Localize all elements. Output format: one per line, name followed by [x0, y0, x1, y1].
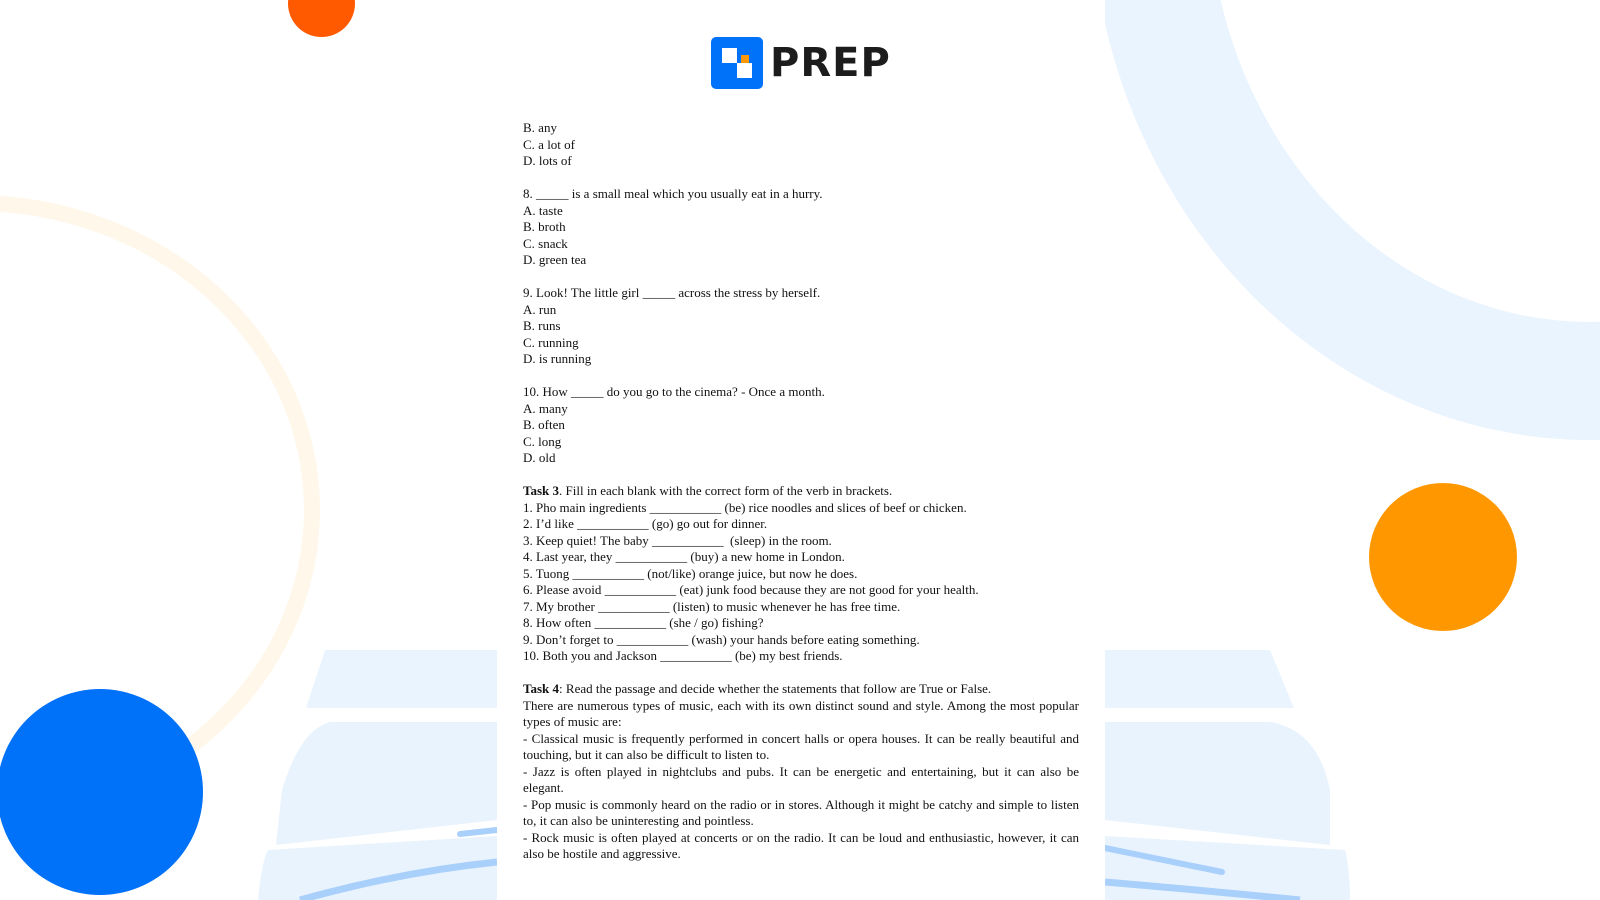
passage-paragraph: There are numerous types of music, each with its own distinct sound and style. Among the most popular types of music are: — [523, 697, 1079, 729]
question-stem: 10. How _____ do you go to the cinema? - Once a month. — [523, 384, 825, 399]
option: A. many — [523, 400, 568, 416]
prep-logo-text: PREP — [770, 40, 891, 86]
passage-paragraph: - Pop music is commonly heard on the radio or in stores. Although it might be catchy and simple to listen to, it can also be uninteresting and pointless. — [523, 796, 1079, 828]
decorative-blue-circle — [0, 689, 203, 895]
option: B. any — [523, 120, 557, 135]
option: B. often — [523, 417, 565, 432]
task-3-item: 3. Keep quiet! The baby ___________ (sleep) in the room. — [523, 532, 832, 548]
task-3-item: 2. I’d like ___________ (go) go out for dinner. — [523, 516, 768, 531]
task-3-item: 10. Both you and Jackson ___________ (be) my best friends. — [523, 648, 843, 663]
task-3 — [523, 483, 1079, 665]
task-3-item: 5. Tuong ___________ (not/like) orange juice, but now he does. — [523, 565, 858, 581]
task-instruction: : Read the passage and decide whether the statements that follow are True or False. — [559, 681, 992, 696]
option: C. snack — [523, 235, 568, 251]
task-3-item: 9. Don’t forget to ___________ (wash) your hands before eating something. — [523, 631, 920, 647]
question-10 — [523, 384, 1079, 467]
option: D. old — [523, 450, 556, 465]
prep-logo — [711, 37, 891, 89]
task-3-heading — [523, 483, 1079, 500]
task-4 — [523, 681, 1079, 863]
question-stem: 8. _____ is a small meal which you usually eat in a hurry. — [523, 186, 823, 201]
passage-paragraph: - Classical music is frequently performed in concert halls or opera houses. It can be really beautiful and touching, but it can also be difficult to listen to. — [523, 730, 1079, 762]
task-3-item: 1. Pho main ingredients ___________ (be) rice noodles and slices of beef or chicken. — [523, 499, 967, 515]
option: C. long — [523, 433, 562, 449]
task-3-item: 8. How often ___________ (she / go) fishing? — [523, 615, 764, 630]
question-stem: 9. Look! The little girl _____ across the stress by herself. — [523, 285, 821, 300]
question-7-options — [523, 120, 1079, 170]
passage-paragraph: - Rock music is often played at concerts or on the radio. It can be loud and enthusiastic, however, it can also be hostile and aggressive. — [523, 829, 1079, 861]
option: A. taste — [523, 202, 563, 218]
question-9 — [523, 285, 1079, 368]
option: C. running — [523, 334, 579, 350]
option: A. run — [523, 301, 557, 317]
question-8 — [523, 186, 1079, 269]
task-3-item: 7. My brother ___________ (listen) to music whenever he has free time. — [523, 598, 901, 614]
option: B. runs — [523, 318, 561, 333]
option: D. is running — [523, 351, 592, 366]
task-4-heading — [523, 681, 1079, 698]
option: C. a lot of — [523, 136, 575, 152]
option: B. broth — [523, 219, 566, 234]
option: D. green tea — [523, 252, 587, 267]
task-3-item: 6. Please avoid ___________ (eat) junk food because they are not good for your health. — [523, 582, 979, 597]
task-label: Task 3 — [523, 483, 560, 498]
worksheet-content — [523, 120, 1079, 863]
task-label: Task 4 — [523, 681, 560, 696]
task-instruction: . Fill in each blank with the correct form of the verb in brackets. — [559, 483, 893, 498]
option: D. lots of — [523, 153, 572, 168]
passage-paragraph: - Jazz is often played in nightclubs and pubs. It can be energetic and entertaining, but it can also be elegant. — [523, 763, 1079, 795]
prep-logo-icon — [711, 37, 763, 89]
task-3-item: 4. Last year, they ___________ (buy) a new home in London. — [523, 549, 845, 564]
